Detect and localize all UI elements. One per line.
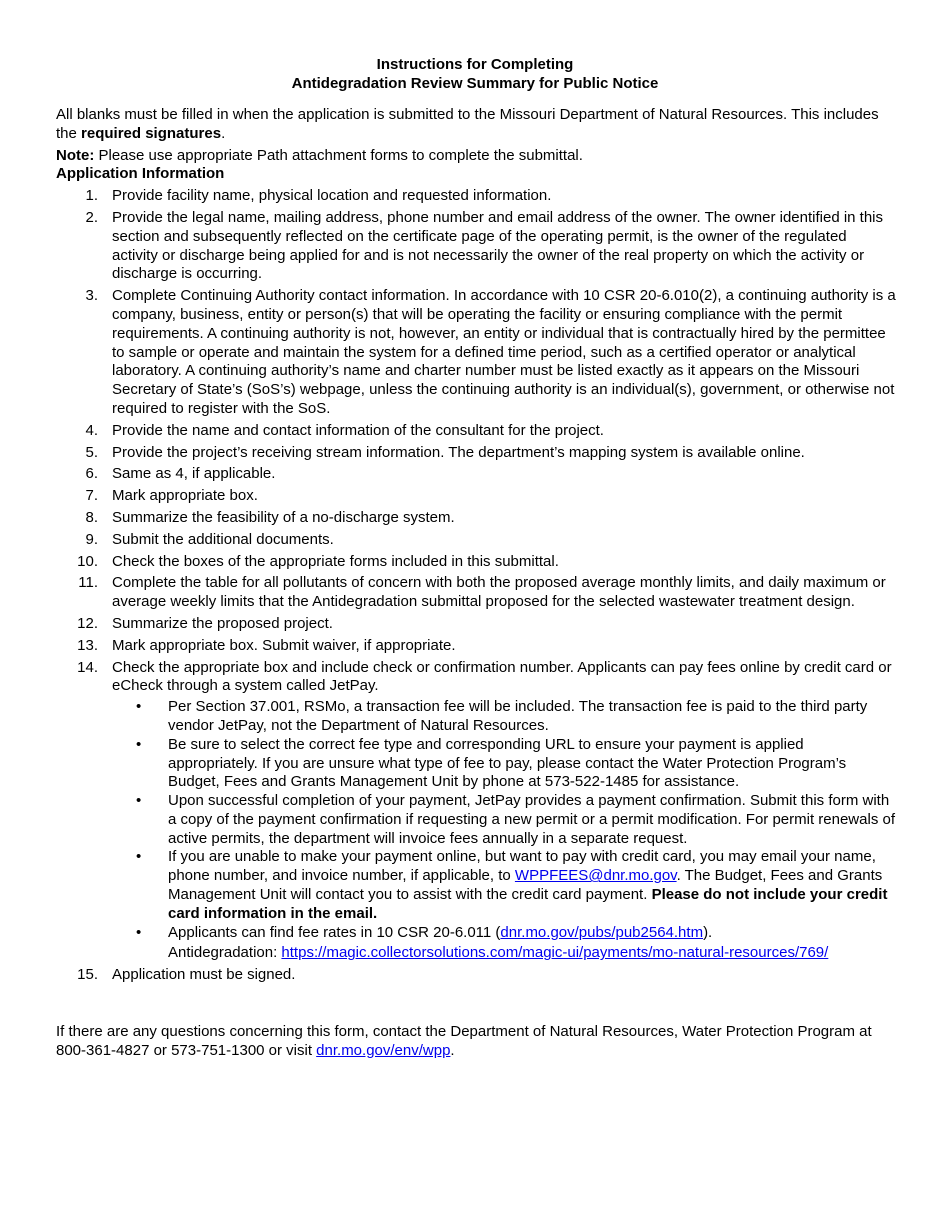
fee-bullet-list — [112, 698, 896, 942]
section-heading: Application Information — [56, 165, 225, 183]
bullet-icon: • — [136, 735, 142, 753]
note-paragraph: Note: Please use appropriate Path attachment forms to complete the submittal. — [56, 146, 583, 164]
bullet-item: • Per Section 37.001, RSMo, a transaction fee will be included. The transaction fee is paid to the third party vendor JetPay, not the Department of Natural Resources. — [136, 698, 868, 734]
antidegradation-payment-link[interactable]: https://magic.collectorsolutions.com/magic-ui/payments/mo-natural-resources/769/ — [281, 944, 829, 962]
required-signatures: required signatures — [81, 124, 222, 142]
list-item: 9. Submit the additional documents. — [85, 530, 334, 548]
instruction-list — [56, 187, 896, 985]
bullet-item: • Applicants can find fee rates in 10 CSR 20-6.011 (dnr.mo.gov/pubs/pub2564.htm). — [136, 923, 713, 941]
wppfees-email-link[interactable]: WPPFEES@dnr.mo.gov — [514, 867, 677, 885]
fee-rates-link[interactable]: dnr.mo.gov/pubs/pub2564.htm — [500, 923, 704, 941]
list-item: 1. Provide facility name, physical location and requested information. — [85, 187, 552, 205]
list-item: 6. Same as 4, if applicable. — [85, 465, 276, 483]
list-item: 3. Complete Continuing Authority contact information. In accordance with 10 CSR 20-6.010(2), a continuing authority is a company, business, entity or person(s) that will be operating the facility or ensuring compliance with the permit requirements. A continuing authority is not, however, an entity or individual that is contractually hired by the permittee to sample or operate and maintain the system for a defined time period, such as a certified operator or analytical laboratory. A continuing authority’s name and charter number must be listed exactly as it appears on the Missouri Secretary of State’s (SoS’s) webpage, unless the continuing authority is an individual(s), government, or otherwise not required to register with the SoS. — [85, 287, 896, 417]
list-item: 5. Provide the project’s receiving stream information. The department’s mapping system is available online. — [85, 443, 805, 461]
list-item: 10. Check the boxes of the appropriate forms included in this submittal. — [77, 552, 559, 570]
list-item: 11. Complete the table for all pollutants of concern with both the proposed average monthly limits, and daily maximum or average weekly limits that the Antidegradation submittal proposed for the selected wastewater treatment design. — [78, 574, 886, 611]
title-line-2: Antidegradation Review Summary for Public Notice — [291, 74, 659, 92]
page-title — [0, 56, 950, 93]
wpp-website-link[interactable]: dnr.mo.gov/env/wpp — [316, 1041, 451, 1059]
antidegradation-payment-line: Antidegradation: https://magic.collectorsolutions.com/magic-ui/payments/mo-natural-resources/769/ — [168, 944, 829, 962]
bullet-icon: • — [136, 792, 142, 810]
list-item: 8. Summarize the feasibility of a no-discharge system. — [85, 508, 455, 526]
bullet-item: • If you are unable to make your payment online, but want to pay with credit card, you may email your name, phone number, and invoice number, if applicable, to WPPFEES@dnr.mo.gov. The Budget, Fees and Grants Management Unit will contact you to assist with the credit card payment. Please do not include your credit card information in the email. — [136, 848, 888, 922]
bullet-item: • Be sure to select the correct fee type and corresponding URL to ensure your payment is applied appropriately. If you are unsure what type of fee to pay, please contact the Water Protection Program’s Budget, Fees and Grants Management Unit by phone at 573-522-1485 for assistance. — [136, 735, 847, 791]
list-item: 13. Mark appropriate box. Submit waiver, if appropriate. — [77, 636, 456, 654]
list-item: 4. Provide the name and contact information of the consultant for the project. — [85, 421, 604, 439]
bullet-icon: • — [136, 698, 142, 716]
bullet-item: • Upon successful completion of your payment, JetPay provides a payment confirmation. Submit this form with a copy of the payment confirmation if requesting a new permit or a permit modification. For permit renewals of active permits, the department will invoice fees annually in a separate request. — [136, 792, 895, 847]
instructions-body — [56, 106, 896, 988]
list-item: 12. Summarize the proposed project. — [77, 614, 333, 632]
bullet-icon: • — [136, 848, 142, 866]
contact-footer: If there are any questions concerning this form, contact the Department of Natural Resources, Water Protection Program at 800-361-4827 or 573-751-1300 or visit dnr.mo.gov/env/wpp. — [56, 1023, 872, 1059]
bullet-icon: • — [136, 923, 142, 941]
list-item: 2. Provide the legal name, mailing address, phone number and email address of the owner. The owner identified in this section and subsequently reflected on the certificate page of the operating permit, is the owner of the regulated activity or discharge being applied for and is not necessarily the owner of the real property on which the activity or discharge is occurring. — [85, 208, 884, 283]
credit-card-warning: Please do not include your credit card information in the email. — [168, 886, 888, 922]
list-item: 15. Application must be signed. — [77, 966, 296, 984]
title-line-1: Instructions for Completing — [376, 56, 574, 73]
list-item: 7. Mark appropriate box. — [85, 487, 258, 505]
note-label: Note: — [56, 146, 95, 164]
list-item-fees: 14. Check the appropriate box and include check or confirmation number. Applicants can pay fees online by credit card or eCheck through a system called JetPay. • Per Section 37.001, RSMo, a transaction fee will be included. The transaction fee is paid to the third party vendor JetPay, not the Department of Natural Resources. • Be sure to select the correct fee type and corresponding URL to ensure your payment is applied appropriately. If you are unsure what type of fee to pay, please contact the Water Protection Program’s Budget, Fees and Grants Management Unit by phone at 573-522-1485 for assistance. • Upon successful completion of your payment, JetPay provides a payment confirmation. Submit this form with a copy of the payment confirmation if requesting a new permit or a permit modification. For permit renewals of active permits, the department will invoice fees annually in a separate request. • If you are unable to make your payment online, but want to pay with credit card, you may email your name, phone number, and invoice number, if applicable, to WPPFEES@dnr.mo.gov. The Budget, Fees and Grants Management Unit will contact you to assist with the credit card payment. Please do not include your credit card information in the email. • Applicants can find fee rates in 10 CSR 20-6.011 (dnr.mo.gov/pubs/pub2564.htm). Antidegradation: https://magic.collectorsolutions.com/magic-ui/payments/mo-natural-resources/769/ — [77, 658, 895, 962]
intro-paragraph: All blanks must be filled in when the application is submitted to the Missouri Department of Natural Resources. This includes the required signatures. — [56, 106, 879, 142]
